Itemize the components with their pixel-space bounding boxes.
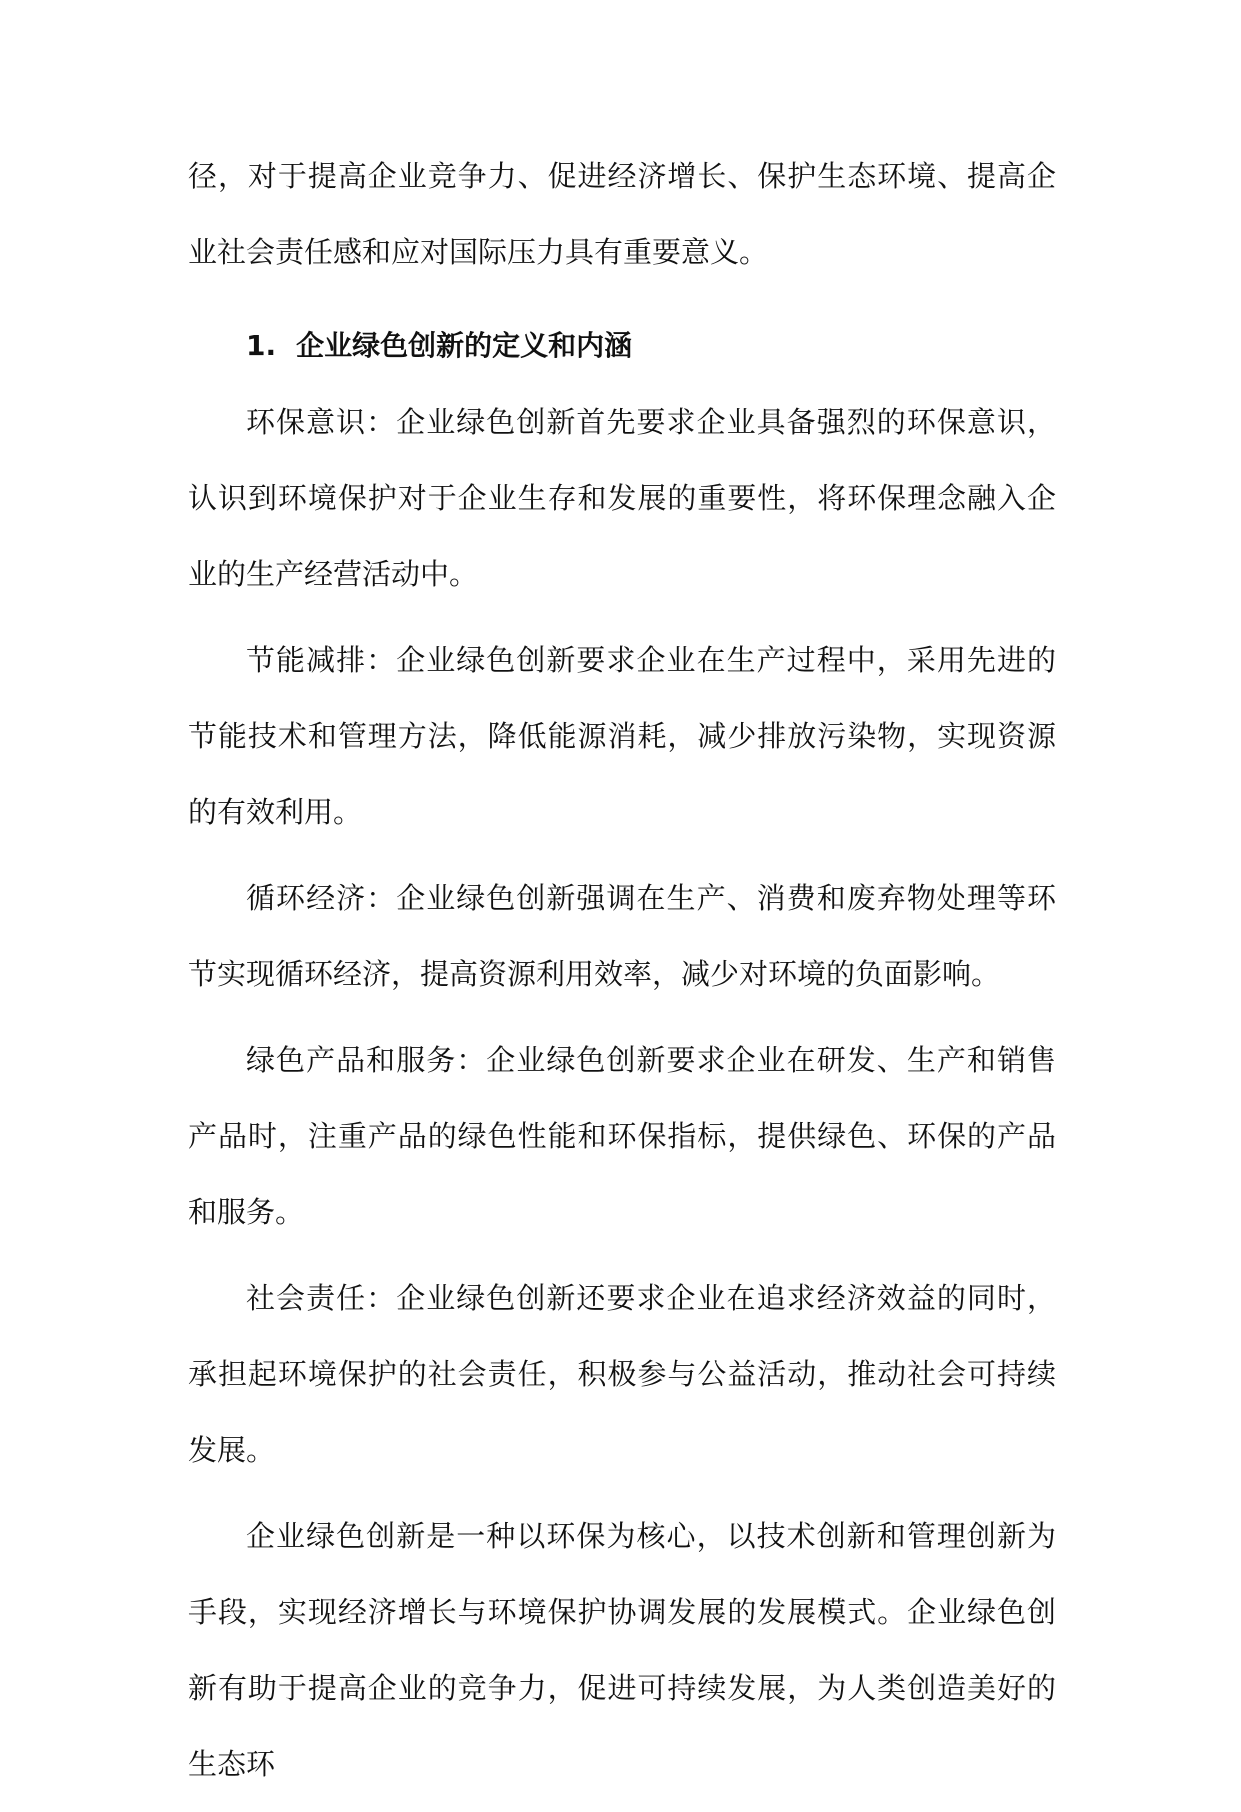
continuation-paragraph: 径，对于提高企业竞争力、促进经济增长、保护生态环境、提高企业社会责任感和应对国际压力具有重要意义。 (188, 159, 1056, 269)
document-body (188, 138, 1056, 1812)
paragraph-social-responsibility: 社会责任：企业绿色创新还要求企业在追求经济效益的同时，承担起环境保护的社会责任，积极参与公益活动，推动社会可持续发展。 (188, 1281, 1056, 1467)
paragraph-summary: 企业绿色创新是一种以环保为核心，以技术创新和管理创新为手段，实现经济增长与环境保护协调发展的发展模式。企业绿色创新有助于提高企业的竞争力，促进可持续发展，为人类创造美好的生态环 (188, 1519, 1056, 1781)
section-title: 企业绿色创新的定义和内涵 (296, 329, 633, 362)
paragraph-environmental-awareness: 环保意识：企业绿色创新首先要求企业具备强烈的环保意识，认识到环境保护对于企业生存和发展的重要性，将环保理念融入企业的生产经营活动中。 (188, 405, 1056, 591)
section-number: 1. (246, 329, 277, 362)
paragraph-energy-saving: 节能减排：企业绿色创新要求企业在生产过程中，采用先进的节能技术和管理方法，降低能源消耗，减少排放污染物，实现资源的有效利用。 (188, 643, 1056, 829)
paragraph-circular-economy: 循环经济：企业绿色创新强调在生产、消费和废弃物处理等环节实现循环经济，提高资源利用效率，减少对环境的负面影响。 (188, 881, 1056, 991)
section-heading (188, 308, 1056, 384)
paragraph-green-products: 绿色产品和服务：企业绿色创新要求企业在研发、生产和销售产品时，注重产品的绿色性能和环保指标，提供绿色、环保的产品和服务。 (188, 1043, 1056, 1229)
